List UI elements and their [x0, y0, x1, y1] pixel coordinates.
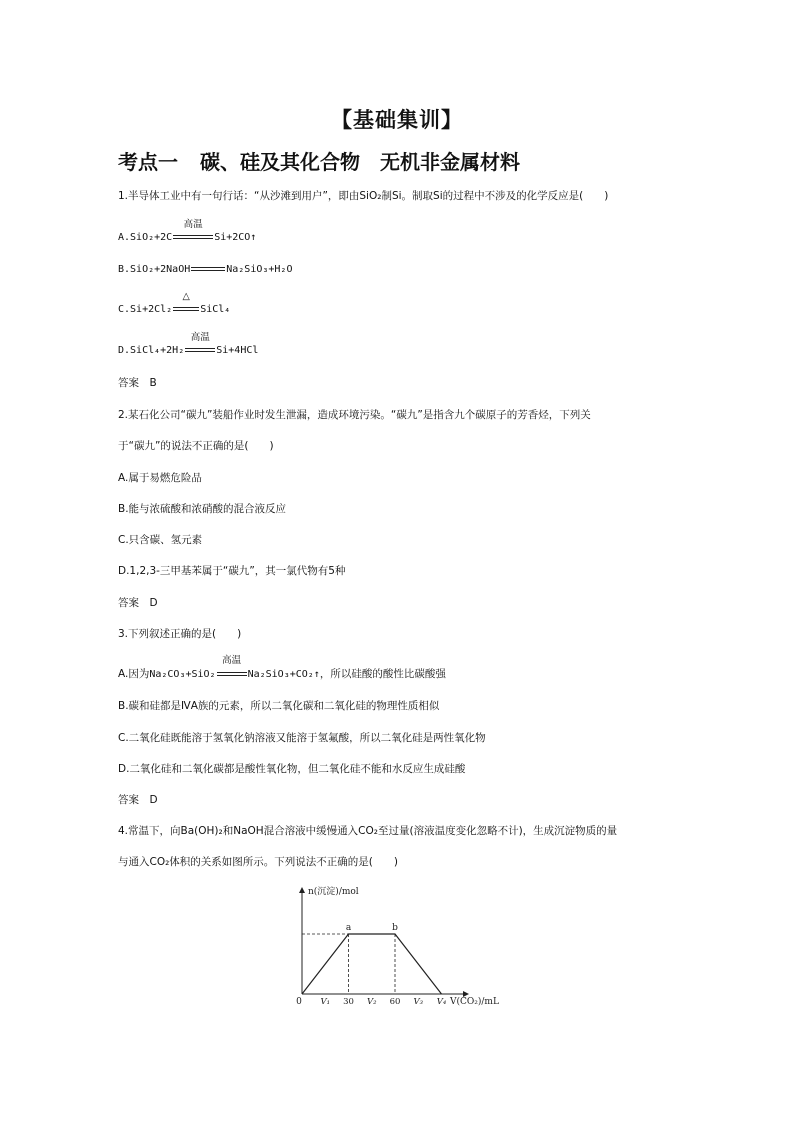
page-title: 【基础集训】	[331, 108, 463, 132]
q3-option-a: A.因为Na₂CO₃+SiO₂ 高温 Na₂SiO₃+CO₂↑，所以硅酸的酸性比碳酸强	[118, 655, 446, 680]
x-tick-label-2: 30	[343, 997, 354, 1007]
x-tick-label-3: V₂	[366, 997, 377, 1007]
q2-option-c: C.只含碳、氢元素	[118, 534, 203, 546]
y-axis-label: n(沉淀)/mol	[308, 887, 359, 897]
point-label-a: a	[345, 923, 352, 933]
q3-option-b: B.碳和硅都是ⅣA族的元素，所以二氧化碳和二氧化硅的物理性质相似	[118, 700, 440, 712]
point-label-b: b	[392, 923, 398, 933]
q1-option-b: B.SiO₂+2NaOH Na₂SiO₃+H₂O	[118, 264, 293, 275]
q4-stem-line2: 与通入CO₂体积的关系如图所示。下列说法不正确的是( )	[118, 856, 398, 868]
section-heading	[118, 146, 520, 175]
x-tick-label-6: V₄	[436, 997, 447, 1007]
series-line	[302, 934, 442, 994]
x-tick-label-4: 60	[389, 997, 401, 1007]
x-tick-label-5: V₃	[413, 997, 424, 1007]
q1-option-c: C.Si+2Cl₂ △ SiCl₄	[118, 291, 231, 315]
q2-option-d: D.1,2,3-三甲基苯属于“碳九”，其一氯代物有5种	[118, 565, 346, 577]
origin-label: 0	[296, 997, 302, 1007]
q1-option-d: D.SiCl₄+2H₂ 高温 Si+4HCl	[118, 332, 259, 356]
q2-answer: 答案 D	[118, 597, 158, 609]
q1-answer: 答案 B	[118, 377, 157, 389]
q3-answer: 答案 D	[118, 794, 158, 806]
q2-stem-line2: 于“碳九”的说法不正确的是( )	[118, 440, 274, 452]
section-prefix: 考点一	[118, 150, 178, 174]
x-axis-label: V(CO₂)/mL	[450, 997, 499, 1007]
q1-stem: 1.半导体工业中有一句行话：“从沙滩到用户”，即由SiO₂制Si。制取Si的过程中不涉及的化学反应是( )	[118, 190, 609, 202]
x-tick-label-1: V₁	[320, 997, 331, 1007]
q2-stem-line1: 2.某石化公司“碳九”装船作业时发生泄漏，造成环境污染。“碳九”是指含九个碳原子的芳香烃，下列关	[118, 409, 591, 421]
q1-option-a: A.SiO₂+2C 高温 Si+2CO↑	[118, 219, 257, 243]
q3-option-d: D.二氧化硅和二氧化碳都是酸性氧化物，但二氧化硅不能和水反应生成硅酸	[118, 763, 466, 775]
q2-option-a: A.属于易燃危险品	[118, 472, 202, 484]
q3-stem: 3.下列叙述正确的是( )	[118, 628, 242, 640]
q4-stem-line1: 4.常温下，向Ba(OH)₂和NaOH混合溶液中缓慢通入CO₂至过量(溶液温度变化忽略不计)，生成沉淀物质的量	[118, 825, 618, 837]
precipitate-chart	[290, 880, 510, 1015]
section-name: 碳、硅及其化合物 无机非金属材料	[200, 150, 520, 174]
q3-option-c: C.二氧化硅既能溶于氢氧化钠溶液又能溶于氢氟酸，所以二氧化硅是两性氧化物	[118, 732, 486, 744]
q2-option-b: B.能与浓硫酸和浓硝酸的混合液反应	[118, 503, 287, 515]
